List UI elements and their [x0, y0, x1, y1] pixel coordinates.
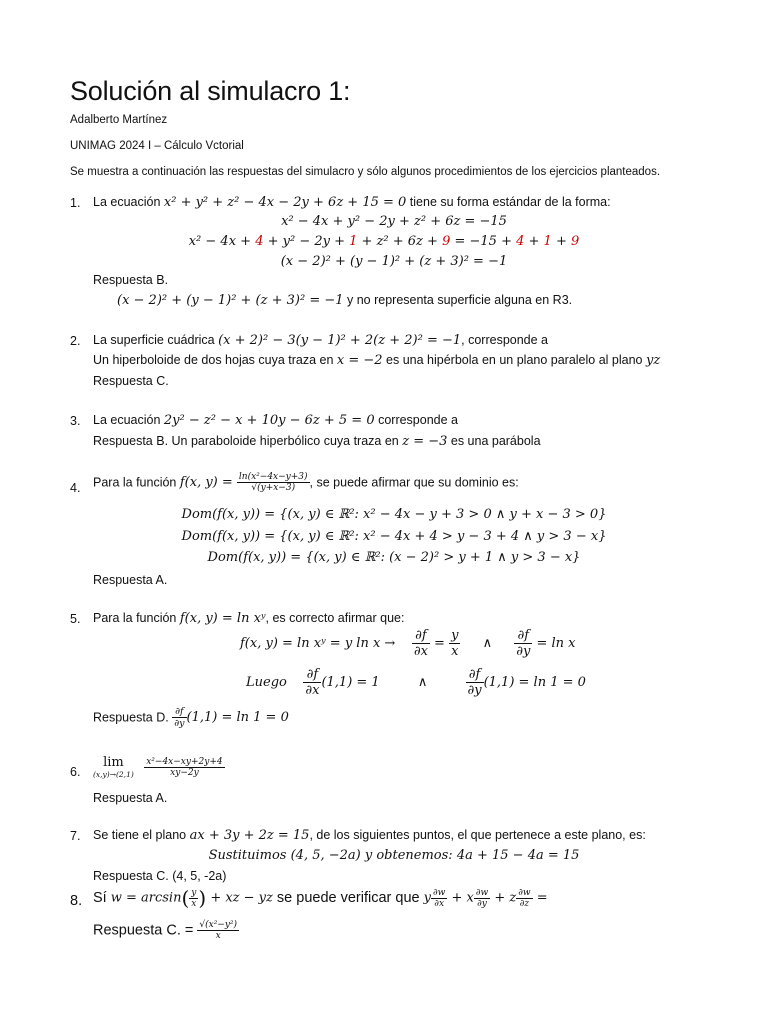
q4-function-fraction: $\frac{\text{ln(x²−4x−y+3)}}{√(y+x-3)}$ — [238, 472, 308, 493]
q6-answer: Respuesta A. — [93, 791, 168, 805]
q1-number: 1. — [70, 196, 81, 210]
q5-equation: f(x, y) = ln xʸ — [179, 611, 266, 626]
q4-statement: Para la función f(x, y) = $\frac{\text{ln(x²−4x−y+3)}}{√(y+x-3)}$ , se puede afirmar que su dominio es: — [93, 472, 519, 493]
q8-number: 8. — [70, 893, 83, 909]
q1-answer-equation: (x − 2)² + (y − 1)² + (z + 3)² = −1 — [117, 293, 344, 308]
q1-added-1: 1 — [349, 234, 358, 249]
q1-added-4: 4 — [255, 234, 264, 249]
intro-text: Se muestra a continuación las respuestas del simulacro y sólo algunos procedimientos de los ejercicios planteados. — [70, 166, 661, 178]
q7-statement: Se tiene el plano ax + 3y + 2z = 15, de los siguientes puntos, el que pertenece a este plano, es: — [93, 828, 646, 843]
q1-answer-text: y no representa superficie alguna en R3. — [343, 293, 573, 307]
q1-pre: La ecuación — [93, 195, 164, 209]
lim-operator: lim — [103, 755, 124, 770]
q6-number: 6. — [70, 765, 81, 779]
q1-step3: (x − 2)² + (y − 1)² + (z + 3)² = −1 — [280, 254, 508, 269]
q3-statement: La ecuación 2y² − z² − x + 10y − 6z + 5 = 0 corresponde a — [93, 413, 458, 428]
q1-rhs-9: 9 — [571, 234, 580, 249]
q1-added-9: 9 — [442, 234, 451, 249]
q2-line2: Un hiperboloide de dos hojas cuya traza en x = −2 es una hipérbola en un plano paralelo al plano yz — [93, 353, 661, 368]
q8-statement: Sí w = arcsin( $\frac{y}{x}$ ) + xz − yz se puede verificar que y $\frac{\partial w}{\partial x}$ + x $\frac{\partial w}{\partial y}$ + z $\frac{\partial w}{\partial z}$ = — [93, 886, 548, 910]
q1-rhs-4: 4 — [516, 234, 525, 249]
q2-answer: Respuesta C. — [93, 374, 169, 388]
q5-number: 5. — [70, 612, 81, 626]
q1-rhs-1: 1 — [543, 234, 552, 249]
q5-statement: Para la función f(x, y) = ln xʸ, es correcto afirmar que: — [93, 611, 405, 626]
course: UNIMAG 2024 I – Cálculo Vctorial — [70, 140, 244, 152]
q1-answer-line — [117, 293, 572, 308]
q7-answer: Respuesta C. (4, 5, -2a) — [93, 869, 227, 883]
q2-number: 2. — [70, 334, 81, 348]
q1-answer: Respuesta B. — [93, 273, 169, 287]
q5-derivation-1: f(x, y) = ln xʸ = y ln x → $\frac{\partial f}{\partial x}$ = $\frac{y}{x}$ ∧ $\frac{\partial f}{\partial y}$ = ln x — [240, 628, 576, 659]
q1-equation: x² + y² + z² − 4x − 2y + 6z + 15 = 0 — [163, 195, 407, 210]
page-title: Solución al simulacro 1: — [70, 76, 351, 106]
q2-equation: (x + 2)² − 3(y − 1)² + 2(z + 2)² = −1 — [218, 333, 462, 348]
q1-step1: x² − 4x + y² − 2y + z² + 6z = −15 — [281, 214, 507, 229]
q4-domain-3: Dom(f(x, y)) = {(x, y) ∈ ℝ²: (x − 2)² > y + 1 ∧ y > 3 − x} — [207, 550, 581, 565]
q7-line2: Sustituimos (4, 5, −2a) y obtenemos: 4a + 15 − 4a = 15 — [208, 848, 580, 863]
q7-equation: ax + 3y + 2z = 15 — [189, 828, 310, 843]
q1-statement — [93, 195, 611, 210]
q4-domain-2: Dom(f(x, y)) = {(x, y) ∈ ℝ²: x² − 4x + 4 > y − 3 + 4 ∧ y > 3 − x} — [181, 529, 607, 544]
q3-answer: Respuesta B. Un paraboloide hiperbólico cuya traza en z = −3 es una parábola — [93, 434, 541, 449]
q8-answer: Respuesta C. = $\frac{\text{√(x²−y²)}}{x}$ — [93, 920, 238, 941]
q4-number: 4. — [70, 481, 81, 495]
q3-equation: 2y² − z² − x + 10y − 6z + 5 = 0 — [163, 413, 375, 428]
lim-subscript: (x,y)→(2,1) — [93, 770, 134, 779]
q5-answer: Respuesta D. $\frac{\partial f}{\partial y}$ (1,1) = ln 1 = 0 — [93, 706, 289, 729]
q1-post: tiene su forma estándar de la forma: — [406, 195, 611, 209]
q4-answer: Respuesta A. — [93, 573, 168, 587]
author: Adalberto Martínez — [70, 114, 168, 126]
q2-statement: La superficie cuádrica (x + 2)² − 3(y − 1)² + 2(z + 2)² = −1, corresponde a — [93, 333, 548, 348]
q1-step2: x² − 4x + 4 + y² − 2y + 1 + z² + 6z + 9 = −15 + 4 + 1 + 9 — [188, 234, 580, 249]
q3-number: 3. — [70, 414, 81, 428]
q7-number: 7. — [70, 829, 81, 843]
q6-limit: lim (x,y)→(2,1) $\frac{\text{x²−4x−xy+2y+4}}{xy-2y}$ — [93, 755, 223, 779]
q4-domain-1: Dom(f(x, y)) = {(x, y) ∈ ℝ²: x² − 4x − y + 3 > 0 ∧ y + x − 3 > 0} — [181, 507, 607, 522]
q5-derivation-2: Luego $\frac{\partial f}{\partial x}$ (1,1) = 1 ∧ $\frac{\partial f}{\partial y}$ (1,1) = ln 1 = 0 — [246, 667, 586, 698]
